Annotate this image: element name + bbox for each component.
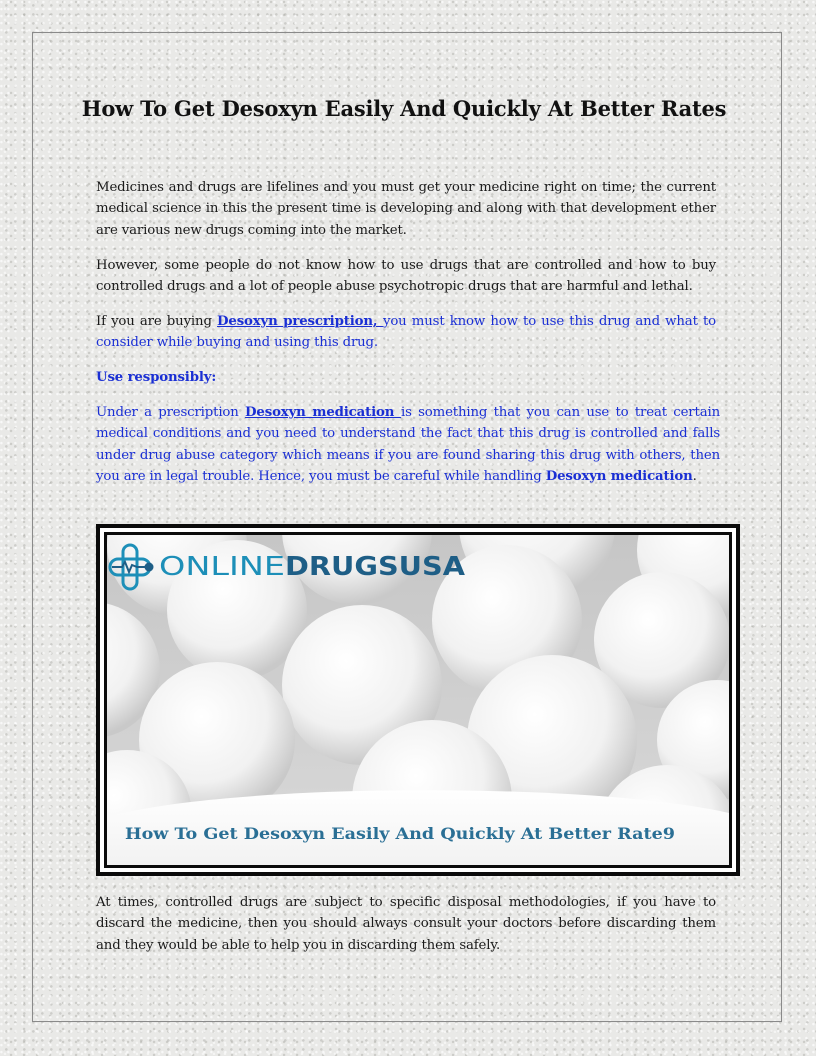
paragraph-intro: Medicines and drugs are lifelines and you must get your medicine right on time; the current medical science in this the present time is developing and along with that development ether are various new drugs coming into the market. bbox=[96, 180, 716, 238]
logo-text-online: ONLINE bbox=[159, 552, 285, 582]
paragraph-buying-rest: you must know how to use this drug and what to consider while buying and using this drug. bbox=[96, 314, 717, 351]
banner-photo bbox=[104, 532, 732, 868]
logo-text-drugsusa: DRUGSUSA bbox=[285, 552, 465, 582]
desoxyn-medication-link[interactable]: Desoxyn medication bbox=[245, 405, 401, 420]
paragraph-buying-prefix: If you are buying bbox=[96, 314, 218, 329]
pills-photo bbox=[107, 535, 729, 865]
article-banner-image bbox=[96, 524, 740, 876]
paragraph-prescription-prefix: Under a prescription bbox=[96, 405, 246, 420]
document-title: How To Get Desoxyn Easily And Quickly At Better Rates bbox=[81, 96, 727, 121]
section-heading-use-responsibly: Use responsibly: bbox=[96, 370, 217, 385]
desoxyn-prescription-link[interactable]: Desoxyn prescription, bbox=[217, 314, 383, 329]
paragraph-disposal: At times, controlled drugs are subject to specific disposal methodologies, if you have to discard the medicine, then you should always consult your doctors before discarding them and they would be able to help you in discarding them safely. bbox=[96, 895, 716, 953]
paragraph-buying bbox=[96, 311, 716, 354]
paragraph-controlled-drugs: However, some people do not know how to use drugs that are controlled and how to buy controlled drugs and a lot of people abuse psychotropic drugs that are harmful and lethal. bbox=[96, 258, 716, 295]
desoxyn-medication-bold: Desoxyn medication bbox=[545, 468, 693, 484]
paragraph-prescription-end: . bbox=[692, 468, 697, 484]
paragraph-prescription bbox=[96, 402, 720, 487]
paragraph-prescription-rest: is something that you can use to treat certain medical conditions and you need to understand the fact that this drug is controlled and falls under drug abuse category which means if you are found sharing this drug with others, then you are in legal trouble. Hence, you must be careful while handling bbox=[96, 405, 720, 484]
banner-caption: How To Get Desoxyn Easily And Quickly At Better Rate9 bbox=[125, 824, 675, 843]
